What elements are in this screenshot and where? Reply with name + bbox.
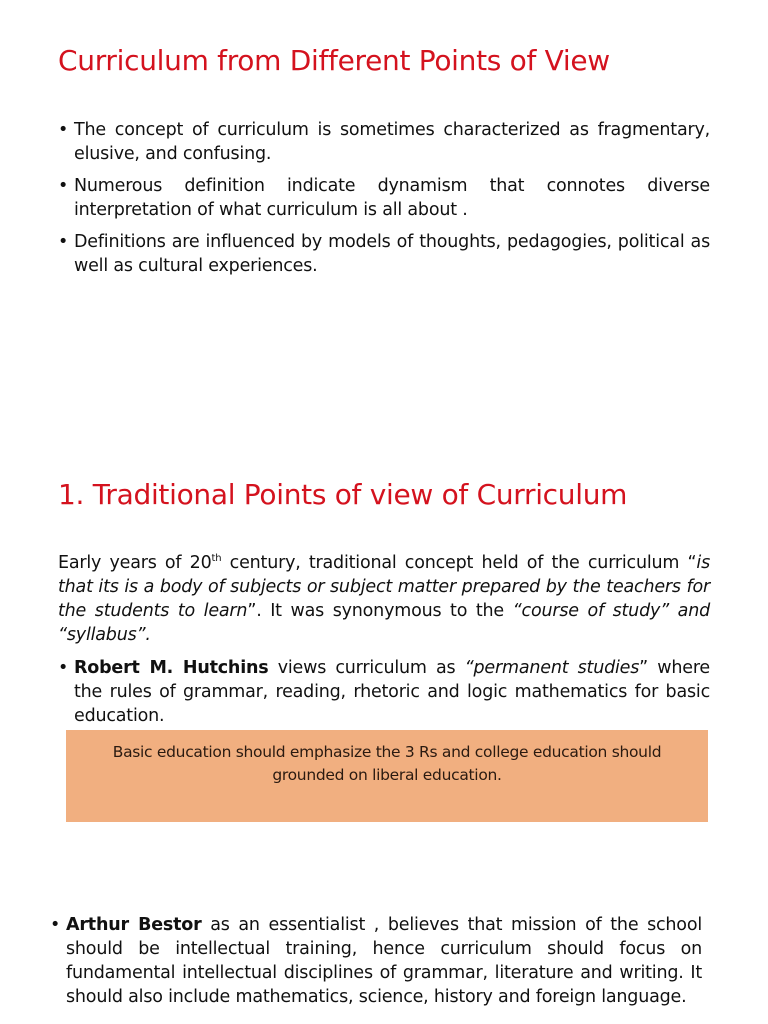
bestor-bullets [50, 913, 702, 1017]
bullet-item: • Numerous definition indicate dynamism that connotes diverse interpretation of what curriculum is all about . [58, 174, 710, 222]
bullet-text: as an essentialist , believes that mission of the school should be intellectual training, hence curriculum should focus on fundamental intellectual disciplines of grammar, literature and writing. It should also include mathematics, science, history and foreign language. [66, 915, 702, 1007]
intro-text: ”. It was synonymous to the [247, 601, 513, 621]
slide1-bullets [58, 118, 710, 286]
bullet-quote: “permanent studies [464, 658, 640, 678]
intro-quote: “course of study” and “syllabus”. [58, 601, 710, 645]
bullet-text: ” where the rules of grammar, reading, rhetoric and logic mathematics for basic education. [74, 658, 710, 726]
callout-box: Basic education should emphasize the 3 Rs and college education should grounded on liberal education. [66, 730, 708, 822]
slide2-title: 1. Traditional Points of view of Curriculum [58, 478, 628, 511]
slide1-title: Curriculum from Different Points of View [58, 44, 610, 77]
bullet-item: • Definitions are influenced by models of thoughts, pedagogies, political as well as cultural experiences. [58, 230, 710, 278]
person-name: Robert M. Hutchins [74, 658, 269, 678]
superscript: th [211, 553, 222, 565]
intro-quote: is that its is a body of subjects or subject matter prepared by the teachers for the students to learn [58, 553, 710, 621]
hutchins-bullets [58, 656, 710, 736]
intro-text: century, traditional concept held of the curriculum “ [221, 553, 697, 573]
person-name: Arthur Bestor [66, 915, 202, 935]
bullet-item-hutchins [58, 656, 710, 728]
intro-text: Early years of 20 [58, 553, 212, 573]
bullet-item-bestor [50, 913, 702, 1009]
intro-paragraph [58, 551, 710, 647]
bullet-item: • The concept of curriculum is sometimes characterized as fragmentary, elusive, and confusing. [58, 118, 710, 166]
bullet-text: views curriculum as [268, 658, 465, 678]
